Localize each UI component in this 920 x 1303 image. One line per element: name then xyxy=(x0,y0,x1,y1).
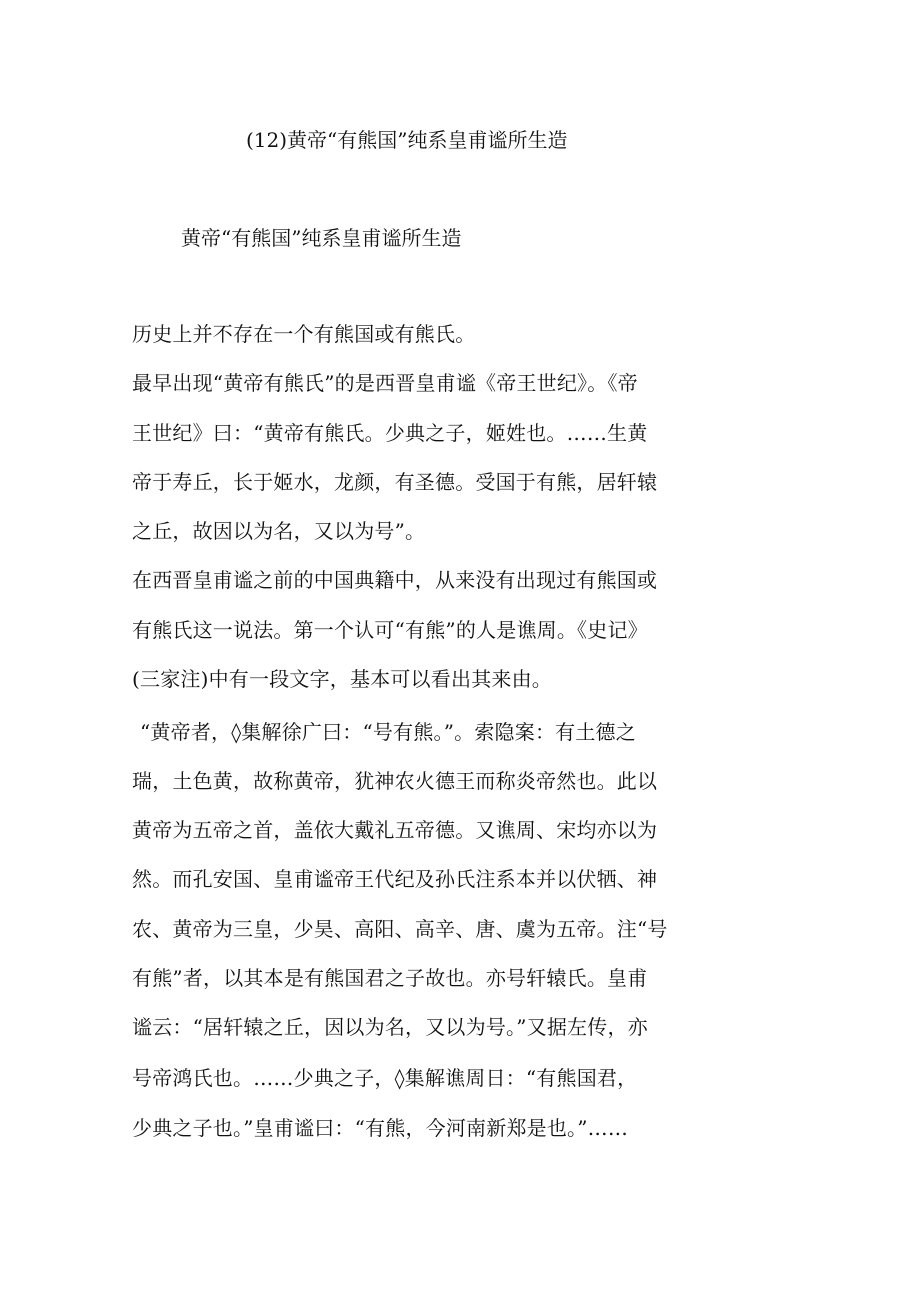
paragraph-line: 有熊氏这一说法。第一个认可“有熊”的人是谯周。《史记》 xyxy=(132,618,648,642)
document-title: (12)黄帝“有熊国”纯系皇甫谧所生造 xyxy=(246,128,568,152)
quote-line: 黄帝为五帝之首，盖依大戴礼五帝德。又谯周、宋均亦以为 xyxy=(132,818,658,842)
quote-line: “黄帝者，◊集解徐广曰：“号有熊。”。索隐案：有土德之 xyxy=(140,720,636,744)
quote-line: 号帝鸿氏也。……少典之子，◊集解谯周日：“有熊国君， xyxy=(132,1066,638,1090)
paragraph-line: 之丘，故因以为名，又以为号”。 xyxy=(132,519,426,543)
paragraph-line: 帝于寿丘，长于姬水，龙颜，有圣德。受国于有熊，居轩辕 xyxy=(132,470,658,494)
paragraph-line: 历史上并不存在一个有熊国或有熊氏。 xyxy=(132,322,476,346)
quote-line: 谧云：“居轩辕之丘，因以为名，又以为号。”又据左传，亦 xyxy=(132,1015,648,1039)
quote-line: 农、黄帝为三皇，少昊、高阳、高辛、唐、虞为五帝。注“号 xyxy=(132,917,668,941)
quote-line: 瑞，土色黄，故称黄帝，犹神农火德王而称炎帝然也。此以 xyxy=(132,769,658,793)
quote-line: 然。而孔安国、皇甫谧帝王代纪及孙氏注系本并以伏牺、神 xyxy=(132,867,658,891)
paragraph-line: 最早出现“黄帝有熊氏”的是西晋皇甫谧《帝王世纪》。《帝 xyxy=(132,371,638,395)
paragraph-line: 在西晋皇甫谧之前的中国典籍中，从来没有出现过有熊国或 xyxy=(132,568,658,592)
paragraph-line: 王世纪》曰：“黄帝有熊氏。少典之子，姬姓也。……生黄 xyxy=(132,421,648,445)
quote-line: 有熊”者，以其本是有熊国君之子故也。亦号轩辕氏。皇甫 xyxy=(132,966,648,990)
quote-line: 少典之子也。”皇甫谧曰：“有熊，今河南新郑是也。”…… xyxy=(132,1116,629,1140)
document-subtitle: 黄帝“有熊国”纯系皇甫谧所生造 xyxy=(181,226,462,250)
paragraph-line: (三家注)中有一段文字，基本可以看出其来由。 xyxy=(132,667,553,691)
